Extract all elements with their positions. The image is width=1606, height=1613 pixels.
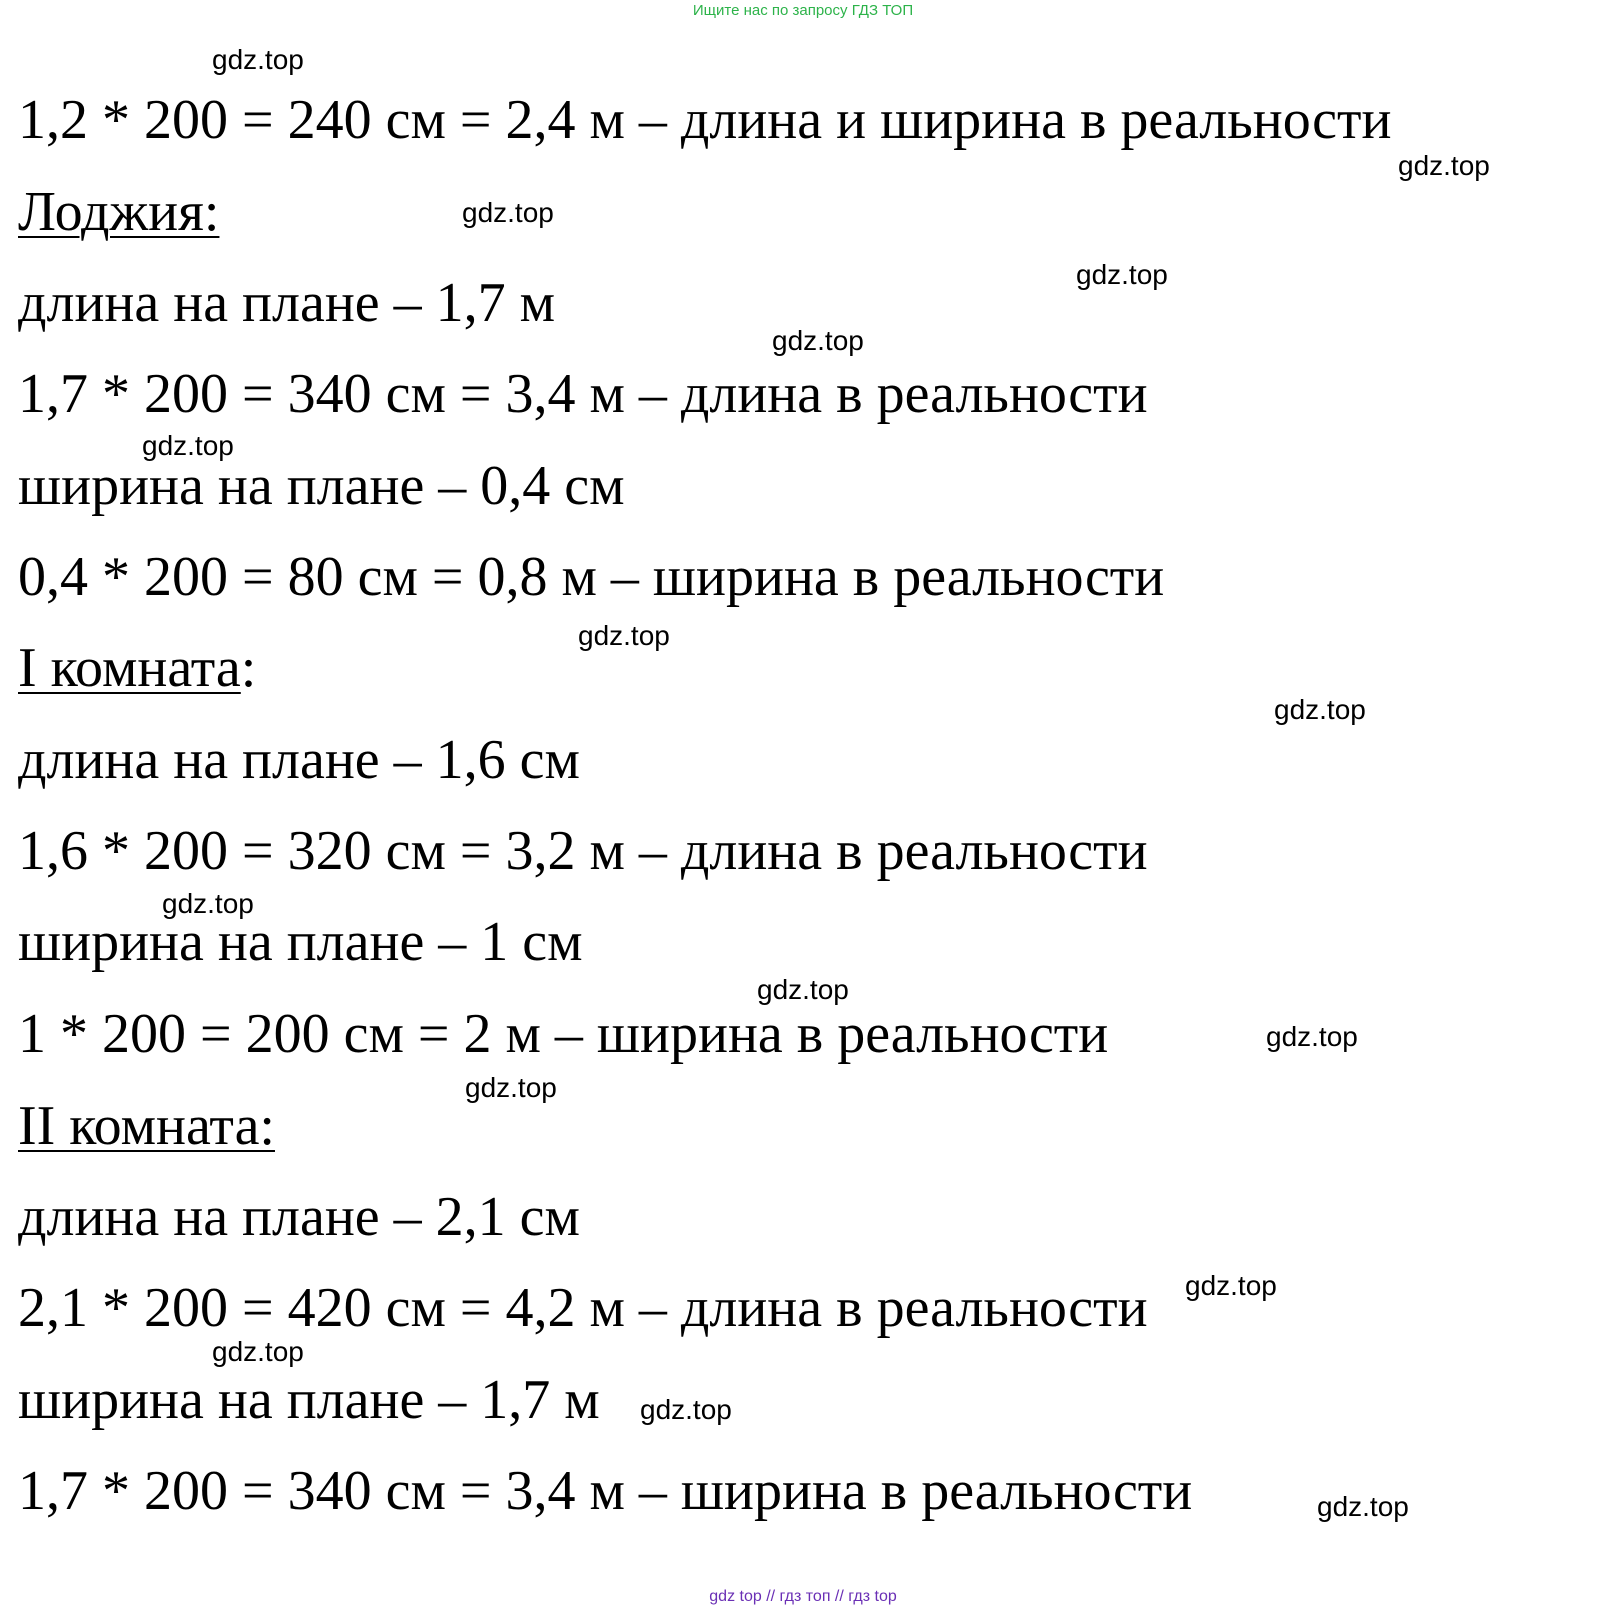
calc-line: 1,2 * 200 = 240 см = 2,4 м – длина и ширина в реальности bbox=[18, 89, 1392, 151]
calc-line: ширина на плане – 0,4 см bbox=[18, 455, 625, 517]
footer-links[interactable]: gdz top // гдз топ // гдз top bbox=[709, 1588, 897, 1605]
section-heading-room-1 bbox=[18, 637, 257, 699]
calc-line: ширина на плане – 1 см bbox=[18, 911, 583, 973]
watermark: gdz.top bbox=[1076, 259, 1168, 290]
watermark: gdz.top bbox=[640, 1394, 732, 1425]
watermark: gdz.top bbox=[212, 1336, 304, 1367]
watermark: gdz.top bbox=[142, 430, 234, 461]
calc-line: 1,7 * 200 = 340 см = 3,4 м – ширина в реальности bbox=[18, 1460, 1193, 1522]
watermark: gdz.top bbox=[1185, 1270, 1277, 1301]
calc-line: 2,1 * 200 = 420 см = 4,2 м – длина в реальности bbox=[18, 1277, 1148, 1339]
calc-line: длина на плане – 2,1 см bbox=[18, 1186, 580, 1248]
calc-line: длина на плане – 1,7 м bbox=[18, 272, 556, 334]
watermark: gdz.top bbox=[212, 44, 304, 75]
watermark: gdz.top bbox=[1398, 150, 1490, 181]
calc-line: 1 * 200 = 200 см = 2 м – ширина в реальности bbox=[18, 1003, 1109, 1065]
watermark: gdz.top bbox=[772, 325, 864, 356]
section-heading-text: I комната bbox=[18, 637, 241, 699]
watermark: gdz.top bbox=[162, 888, 254, 919]
section-heading-room-2: II комната: bbox=[18, 1095, 275, 1157]
heading-colon: : bbox=[240, 637, 257, 699]
section-heading-loggia: Лоджия: bbox=[18, 181, 220, 243]
watermark: gdz.top bbox=[462, 197, 554, 228]
watermark: gdz.top bbox=[1266, 1021, 1358, 1052]
calc-line: 1,7 * 200 = 340 см = 3,4 м – длина в реальности bbox=[18, 363, 1148, 425]
calc-line: ширина на плане – 1,7 м bbox=[18, 1369, 600, 1431]
watermark: gdz.top bbox=[465, 1072, 557, 1103]
watermark: gdz.top bbox=[757, 974, 849, 1005]
watermark: gdz.top bbox=[1274, 694, 1366, 725]
calc-line: длина на плане – 1,6 см bbox=[18, 729, 580, 791]
calc-line: 1,6 * 200 = 320 см = 3,2 м – длина в реальности bbox=[18, 820, 1148, 882]
watermark: gdz.top bbox=[578, 620, 670, 651]
calc-line: 0,4 * 200 = 80 см = 0,8 м – ширина в реальности bbox=[18, 546, 1165, 608]
watermark: gdz.top bbox=[1317, 1491, 1409, 1522]
search-hint: Ищите нас по запросу ГДЗ ТОП bbox=[692, 2, 914, 19]
